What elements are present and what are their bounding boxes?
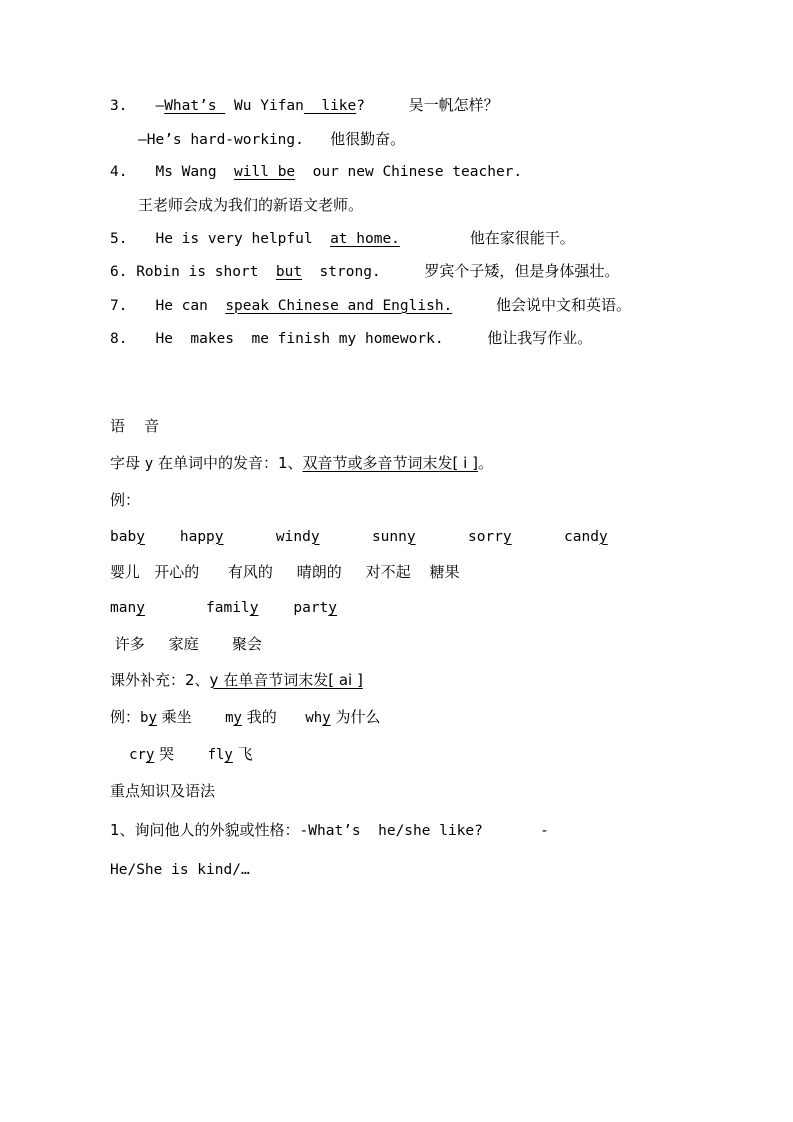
word-by (140, 710, 157, 726)
word-stem: man (110, 600, 137, 616)
question-mid-text: Wu Yifan (225, 98, 304, 114)
word-stem: m (225, 709, 234, 726)
example-label-2: 例： (110, 707, 141, 726)
dash-mark: — (155, 98, 165, 114)
letter-y: y (144, 455, 154, 472)
word-stem: cand (564, 528, 599, 545)
rule-prefix: 字母 (110, 453, 145, 472)
word-party (293, 600, 337, 616)
example-row-2-line-2 (110, 744, 710, 763)
spacer (381, 264, 425, 280)
sentence-suffix: strong. (302, 264, 381, 280)
word-stem: wh (305, 709, 323, 726)
spacer (304, 132, 330, 148)
question-mark: ? (356, 98, 366, 114)
exercise-item-8 (110, 331, 710, 347)
exercise-item-7 (110, 295, 710, 314)
word-stem: bab (110, 528, 137, 545)
spacer (444, 331, 488, 347)
blank-answer-like: like (303, 98, 357, 114)
exercise-number: 3. (110, 98, 128, 114)
exercise-item-6 (110, 264, 710, 280)
rule-2-underlined: y 在单音节词末发[ ai ] (209, 670, 363, 689)
word-candy (564, 529, 608, 545)
exercise-number: 4. (110, 164, 128, 180)
blank-answer-will-be: will be (234, 164, 296, 180)
blank-answer-at-home: at home. (330, 230, 400, 247)
answer-text: —He’s hard-working. (138, 131, 304, 148)
exercise-8-translation: 他让我写作业。 (487, 329, 593, 347)
word-why-translation: 为什么 (335, 707, 381, 726)
sentence-text: He makes me finish my homework. (155, 331, 444, 347)
highlighted-letter-y: y (310, 528, 320, 545)
highlighted-letter-y: y (598, 528, 608, 545)
blank-answer-what-s: What’s (164, 98, 226, 114)
exercise-3-translation: 吴一帆怎样？ (408, 96, 499, 114)
highlighted-letter-y: y (224, 746, 233, 763)
grammar-english-pattern: -What’s he/she like? (299, 822, 483, 839)
section-spacer (110, 365, 710, 419)
word-row-1 (110, 530, 710, 545)
word-row-1-translations: 婴儿 开心的 有风的 晴朗的 对不起 糖果 (110, 563, 460, 581)
spacer (483, 821, 540, 839)
indent-spacer (110, 745, 129, 763)
spacer (224, 529, 276, 545)
example-row-2-line-1 (110, 707, 710, 726)
highlighted-letter-y: y (233, 709, 242, 726)
spacer (258, 600, 293, 616)
grammar-answer-pattern: He/She is kind/… (110, 862, 250, 878)
sentence-prefix: He can (155, 297, 226, 314)
word-stem: b (140, 709, 149, 726)
rule-2-prefix: 课外补充：2、 (110, 670, 210, 689)
exercise-item-4-translation (110, 195, 710, 214)
exercise-item-5 (110, 228, 710, 247)
spacer (320, 529, 372, 545)
spacer (145, 600, 206, 616)
document-body (110, 98, 710, 902)
word-stem: famil (206, 600, 250, 616)
word-stem: wind (275, 528, 311, 545)
spacer (416, 529, 468, 545)
exercise-item-3 (110, 98, 710, 114)
spacer (512, 529, 564, 545)
rule-period: 。 (477, 453, 493, 472)
grammar-heading: 重点知识及语法 (110, 781, 216, 800)
word-fly-translation: 飞 (237, 744, 253, 763)
word-by-translation: 乘坐 (161, 707, 192, 726)
word-stem: happ (179, 528, 215, 545)
highlighted-letter-y: y (502, 528, 512, 545)
word-stem: part (293, 600, 329, 616)
spacer (192, 708, 225, 726)
word-cry-translation: 哭 (159, 744, 175, 763)
word-why (305, 710, 330, 726)
blank-answer-speak-chinese-and-english: speak Chinese and English. (225, 297, 453, 314)
spacer (145, 529, 180, 545)
translation-text: 王老师会成为我们的新语文老师。 (138, 195, 364, 214)
highlighted-letter-y: y (322, 709, 331, 726)
word-windy (276, 529, 320, 545)
grammar-prefix: 1、询问他人的外貌或性格： (110, 820, 300, 839)
exercise-3-answer-translation: 他很勤奋。 (330, 129, 406, 148)
highlighted-letter-y: y (136, 600, 145, 616)
blank-answer-but: but (275, 264, 303, 280)
spacer (452, 298, 496, 314)
sentence-suffix: our new Chinese teacher. (295, 164, 523, 180)
word-stem: fl (207, 746, 225, 763)
exercise-number: 8. (110, 331, 128, 347)
exercise-7-translation: 他会说中文和英语。 (495, 295, 631, 314)
word-stem: sorr (468, 528, 503, 545)
highlighted-letter-y: y (406, 528, 416, 545)
word-fly (208, 747, 233, 763)
phonetics-rule-1 (110, 453, 710, 472)
rule-1-underlined: 双音节或多音节词末发[ i ] (302, 453, 478, 472)
exercise-5-translation: 他在家很能干。 (469, 228, 575, 247)
word-my-translation: 我的 (246, 707, 277, 726)
word-cry (129, 747, 154, 763)
exercise-number: 6. (110, 264, 128, 280)
word-sorry (468, 529, 512, 545)
word-sunny (372, 529, 416, 545)
word-row-2 (110, 601, 710, 616)
phonetics-heading: 语 音 (110, 416, 160, 435)
exercise-number: 5. (110, 230, 128, 247)
word-happy (180, 529, 224, 545)
highlighted-letter-y: y (328, 600, 338, 616)
word-family (206, 600, 258, 616)
sentence-prefix: Robin is short (136, 264, 276, 280)
word-stem: cr (129, 746, 146, 763)
exercise-6-translation: 罗宾个子矮，但是身体强壮。 (424, 262, 620, 280)
rule-middle: 在单词中的发音：1、 (153, 453, 303, 472)
grammar-item-1 (110, 820, 710, 839)
spacer (365, 98, 409, 114)
exercise-item-3-answer (110, 129, 710, 148)
sentence-prefix: Ms Wang (155, 164, 235, 180)
grammar-trailing-dash: - (540, 822, 549, 839)
word-baby (110, 529, 145, 545)
spacer (174, 745, 207, 763)
phonetics-rule-2 (110, 670, 710, 689)
example-label-1: 例： (110, 490, 141, 509)
grammar-item-1-line-2 (110, 862, 710, 878)
sentence-prefix: He is very helpful (155, 230, 331, 247)
highlighted-letter-y: y (249, 600, 259, 616)
highlighted-letter-y: y (214, 528, 224, 545)
highlighted-letter-y: y (136, 528, 145, 545)
word-many (110, 600, 145, 616)
word-stem: sunn (371, 528, 407, 545)
spacer (277, 708, 306, 726)
highlighted-letter-y: y (148, 709, 157, 726)
word-my (225, 710, 242, 726)
highlighted-letter-y: y (145, 746, 155, 763)
word-row-2-translations: 许多 家庭 聚会 (110, 634, 262, 653)
exercise-number: 7. (110, 297, 128, 314)
spacer (127, 264, 136, 280)
exercise-item-4 (110, 165, 710, 180)
spacer (400, 231, 470, 247)
